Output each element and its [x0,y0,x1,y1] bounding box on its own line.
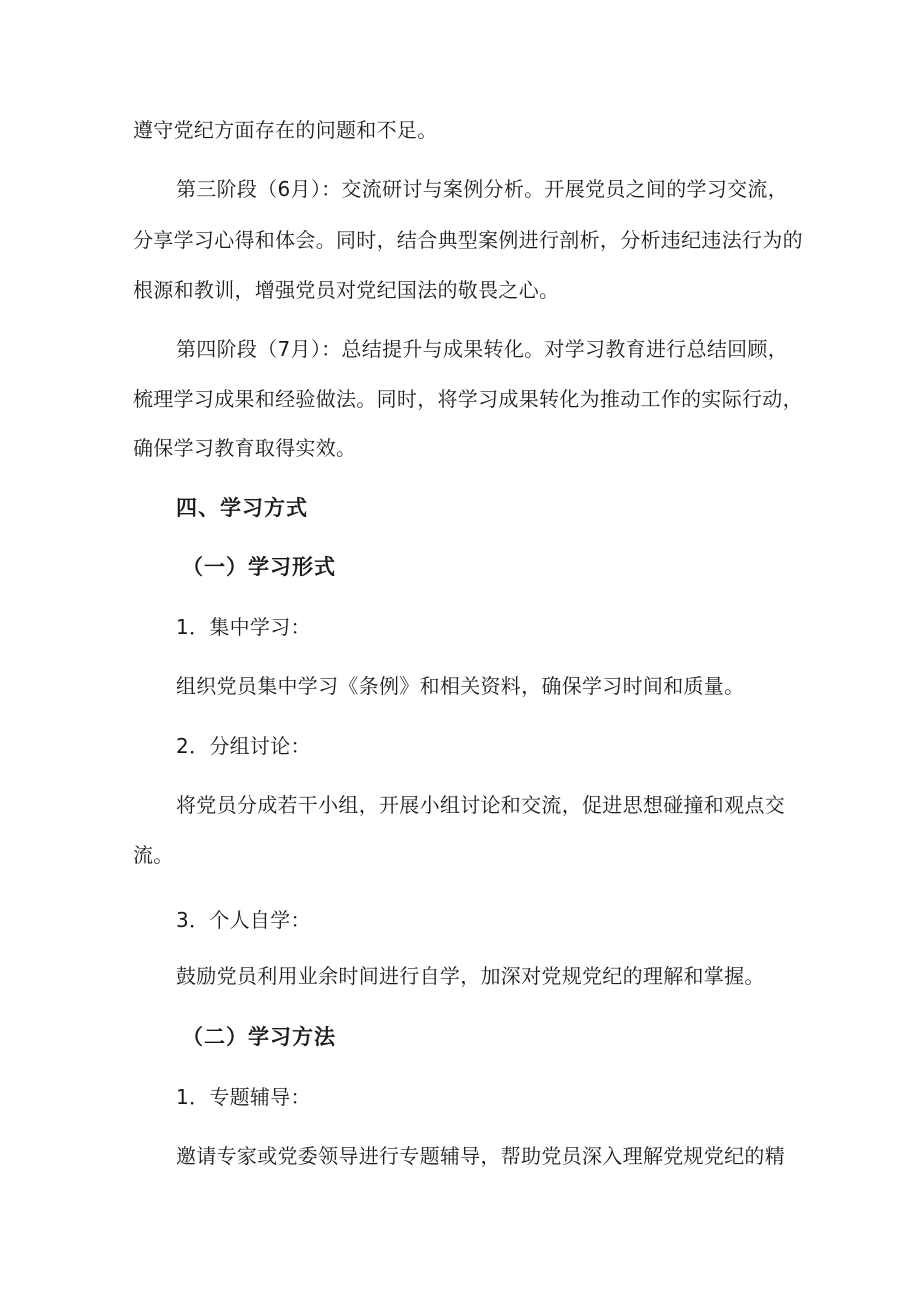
text-line: 遵守党纪方面存在的问题和不足。 [133,118,438,142]
subsection-heading: （二）学习方法 [182,1025,336,1049]
item-heading: 1．集中学习： [176,615,311,639]
item-heading: 2．分组讨论： [176,734,311,758]
item-heading: 1．专题辅导： [176,1085,311,1109]
section-heading: 四、学习方式 [176,496,308,520]
item-text: 鼓励党员利用业余时间进行自学，加深对党规党纪的理解和掌握。 [176,964,765,988]
item-text: 组织党员集中学习《条例》和相关资料，确保学习时间和质量。 [176,674,745,698]
text-line: 确保学习教育取得实效。 [133,436,357,460]
text-line: 分享学习心得和体会。同时，结合典型案例进行剖析，分析违纪违法行为的 [133,228,803,252]
item-heading: 3．个人自学： [176,908,311,932]
item-text: 将党员分成若干小组，开展小组讨论和交流，促进思想碰撞和观点交 [176,793,785,817]
text-line: 根源和教训，增强党员对党纪国法的敬畏之心。 [133,278,560,302]
paragraph-stage-three: 第三阶段（6月）：交流研讨与案例分析。开展党员之间的学习交流， [176,177,789,201]
item-text: 邀请专家或党委领导进行专题辅导，帮助党员深入理解党规党纪的精 [176,1144,785,1168]
subsection-heading: （一）学习形式 [182,555,336,579]
text-line: 流。 [133,843,174,867]
text-line: 梳理学习成果和经验做法。同时，将学习成果转化为推动工作的实际行动， [133,387,803,411]
paragraph-stage-four: 第四阶段（7月）：总结提升与成果转化。对学习教育进行总结回顾， [176,337,789,361]
